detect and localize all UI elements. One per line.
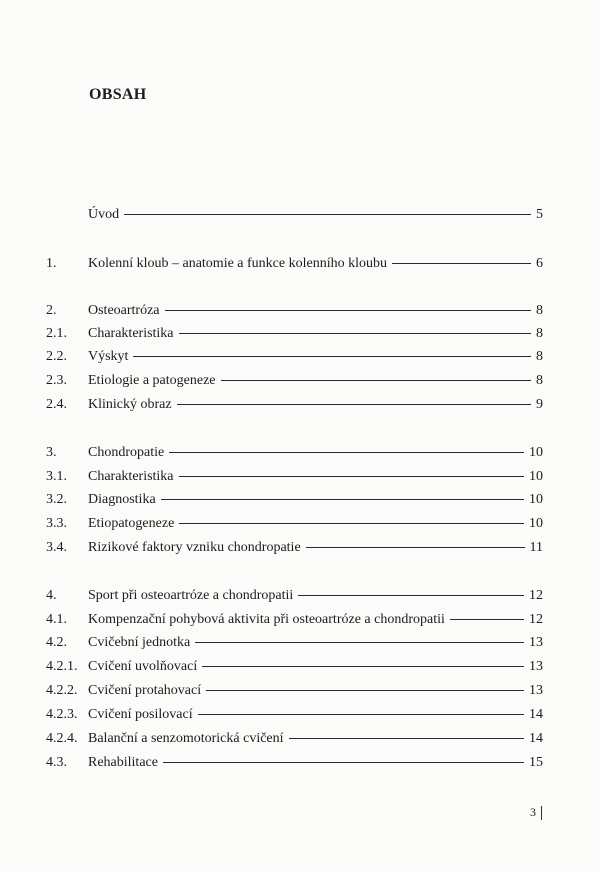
toc-entry-label: Cvičení protahovací: [88, 683, 202, 698]
toc-entry: [0, 657, 600, 677]
toc-entry-page: 5: [536, 207, 543, 222]
toc-entry-page: 10: [529, 516, 543, 531]
toc-leader-line: [179, 333, 531, 334]
toc-entry: [0, 371, 600, 391]
toc-entry-number: 3.1.: [46, 469, 67, 484]
toc-leader-line: [450, 619, 524, 620]
toc-entry: [0, 301, 600, 321]
toc-entry-number: 2.1.: [46, 326, 67, 341]
toc-leader-line: [298, 595, 524, 596]
toc-leader-line: [163, 762, 524, 763]
toc-entry: [0, 347, 600, 367]
toc-entry-page: 8: [536, 349, 543, 364]
toc-entry-number: 1.: [46, 256, 57, 271]
toc-entry: [0, 467, 600, 487]
toc-entry-label: Kolenní kloub – anatomie a funkce kolenního kloubu: [88, 256, 387, 271]
toc-entry-label: Balanční a senzomotorická cvičení: [88, 731, 284, 746]
toc-entry: [0, 538, 600, 558]
toc-entry-page: 8: [536, 326, 543, 341]
toc-entry-page: 10: [529, 469, 543, 484]
toc-leader-line: [195, 642, 524, 643]
toc-entry-page: 12: [529, 612, 543, 627]
toc-entry-label: Sport při osteoartróze a chondropatii: [88, 588, 294, 603]
toc-entry-label: Osteoartróza: [88, 303, 160, 318]
toc-entry-number: 3.: [46, 445, 57, 460]
toc-entry: [0, 490, 600, 510]
toc-entry: [0, 729, 600, 749]
toc-leader-line: [179, 523, 524, 524]
toc-entry-page: 8: [536, 373, 543, 388]
toc-entry-page: 12: [529, 588, 543, 603]
toc-entry-page: 10: [529, 492, 543, 507]
toc-leader-line: [179, 476, 524, 477]
toc-entry-label: Kompenzační pohybová aktivita při osteoartróze a chondropatii: [88, 612, 445, 627]
toc-leader-line: [133, 356, 531, 357]
toc-entry-page: 13: [529, 683, 543, 698]
toc-entry-page: 10: [529, 445, 543, 460]
toc-leader-line: [165, 310, 531, 311]
toc-entry: [0, 395, 600, 415]
toc-entry-page: 11: [529, 540, 543, 555]
toc-leader-line: [198, 714, 524, 715]
toc-entry-page: 6: [536, 256, 543, 271]
toc-entry: [0, 586, 600, 606]
toc-entry-page: 15: [529, 755, 543, 770]
toc-entry-number: 2.3.: [46, 373, 67, 388]
toc-entry-number: 4.1.: [46, 612, 67, 627]
toc-entry: [0, 205, 600, 225]
toc-leader-line: [206, 690, 524, 691]
toc-entry: [0, 514, 600, 534]
toc-entry-number: 3.3.: [46, 516, 67, 531]
toc-entry-label: Charakteristika: [88, 469, 174, 484]
toc-entry-number: 3.4.: [46, 540, 67, 555]
toc-leader-line: [202, 666, 524, 667]
toc-entry-label: Cvičební jednotka: [88, 635, 191, 650]
toc-entry-label: Chondropatie: [88, 445, 165, 460]
toc-entry-page: 14: [529, 707, 543, 722]
page-number-divider: [541, 806, 542, 820]
toc-entry-page: 13: [529, 659, 543, 674]
toc-entry-label: Etiopatogeneze: [88, 516, 175, 531]
toc-leader-line: [306, 547, 525, 548]
toc-entry: [0, 705, 600, 725]
toc-entry-page: 14: [529, 731, 543, 746]
toc-entry-label: Cvičení posilovací: [88, 707, 193, 722]
toc-entry-label: Rehabilitace: [88, 755, 158, 770]
toc-entry: [0, 633, 600, 653]
toc-entry-page: 9: [536, 397, 543, 412]
toc-entry-number: 4.2.1.: [46, 659, 78, 674]
toc-entry-number: 4.: [46, 588, 57, 603]
toc-entry-number: 3.2.: [46, 492, 67, 507]
toc-entry: [0, 753, 600, 773]
toc-leader-line: [392, 263, 531, 264]
toc-entry-number: 4.2.4.: [46, 731, 78, 746]
toc-entry-number: 4.3.: [46, 755, 67, 770]
toc-leader-line: [124, 214, 531, 215]
toc-entry: [0, 324, 600, 344]
toc-entry-page: 8: [536, 303, 543, 318]
toc-entry-label: Charakteristika: [88, 326, 174, 341]
toc-entry: [0, 681, 600, 701]
toc-entry-number: 4.2.3.: [46, 707, 78, 722]
toc-entry-label: Diagnostika: [88, 492, 156, 507]
toc-entry-label: Etiologie a patogeneze: [88, 373, 216, 388]
toc-entry-page: 13: [529, 635, 543, 650]
page-number: 3: [530, 805, 536, 819]
toc-leader-line: [169, 452, 524, 453]
toc-entry-label: Klinický obraz: [88, 397, 172, 412]
toc-entry: [0, 610, 600, 630]
toc-entry-number: 4.2.2.: [46, 683, 78, 698]
toc-entry-label: Výskyt: [88, 349, 129, 364]
toc-entry-number: 2.: [46, 303, 57, 318]
toc-entry-number: 2.2.: [46, 349, 67, 364]
toc-leader-line: [221, 380, 532, 381]
toc-leader-line: [161, 499, 524, 500]
toc-entry-number: 2.4.: [46, 397, 67, 412]
page-title: OBSAH: [89, 86, 147, 103]
toc-entry-number: 4.2.: [46, 635, 67, 650]
toc-entry-label: Úvod: [88, 207, 120, 222]
toc-leader-line: [289, 738, 524, 739]
toc-entry: [0, 254, 600, 274]
toc-entry-label: Rizikové faktory vzniku chondropatie: [88, 540, 301, 555]
toc-entry-label: Cvičení uvolňovací: [88, 659, 198, 674]
toc-entry: [0, 443, 600, 463]
toc-leader-line: [177, 404, 531, 405]
